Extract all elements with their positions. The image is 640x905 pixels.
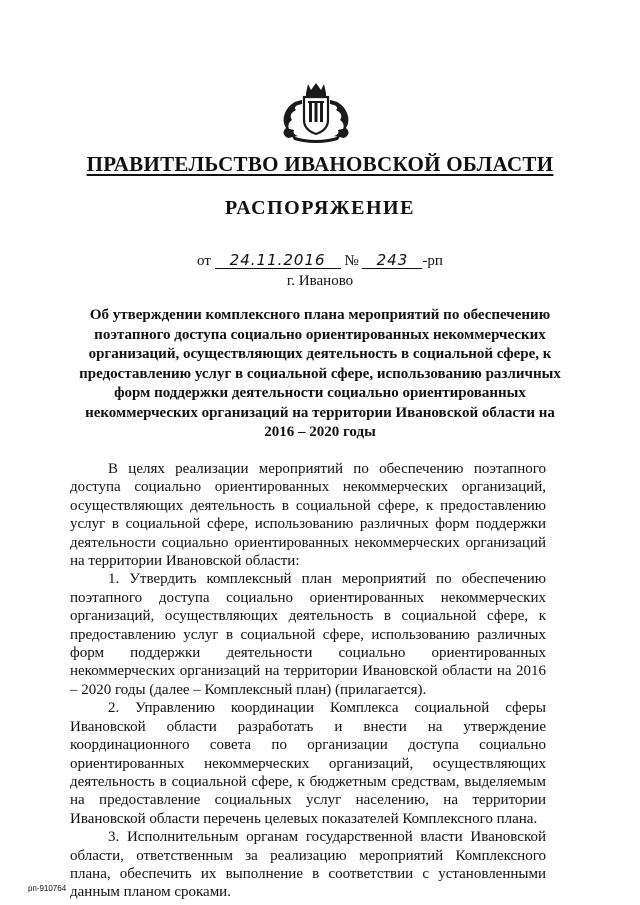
number-suffix: -рп [422,253,443,269]
number-label: № [344,253,359,269]
item-1-paragraph: 1. Утвердить комплексный план мероприятий по обеспечению поэтапного доступа социально ориентированных некоммерческих организаций, осуществляющих деятельность в социальной сфере, к предоставлению услуг в социальной сфере, использованию различных форм поддержки деятельности социально ориентированных некоммерческих организаций на территории Ивановской области на 2016 – 2020 годы (далее – Комплексный план) (прилагается). [70,571,546,698]
document-date: 24.11.2016 [215,252,341,269]
government-title: ПРАВИТЕЛЬСТВО ИВАНОВСКОЙ ОБЛАСТИ [86,152,554,176]
document-body [70,460,546,902]
item-2-paragraph: 2. Управлению координации Комплекса социальной сферы Ивановской области разработать и внести на утверждение координационного совета по организации доступа социально ориентированных некоммерческих организаций, осуществляющих деятельность в социальной сфере, к бюджетным средствам, выделяемым на предоставление социальных услуг населению, на территории Ивановской области перечень целевых показателей Комплексного плана. [70,700,546,827]
from-label: от [197,253,211,269]
document-type: РАСПОРЯЖЕНИЕ [225,197,415,219]
ivanovo-coat-of-arms-icon [274,80,358,144]
registration-line [150,252,490,270]
document-code: рп-910764 [28,884,67,893]
document-number: 243 [362,252,422,269]
preamble-paragraph: В целях реализации мероприятий по обеспечению поэтапного доступа социально ориентированных некоммерческих организаций, осуществляющих деятельность в социальной сфере, к предоставлению услуг в социальной сфере, использованию различных форм поддержки деятельности социально ориентированных некоммерческих организаций на территории Ивановской области: [70,461,546,570]
item-3-paragraph: 3. Исполнительным органам государственной власти Ивановской области, ответственным за реализацию мероприятий Комплексного плана, обеспечить их выполнение в соответствии с установленными данным планом сроками. [70,829,546,901]
document-subject: Об утверждении комплексного плана мероприятий по обеспечению поэтапного доступа социально ориентированных некоммерческих организаций, осуществляющих деятельность в социальной сфере, к предоставлению услуг в социальной сфере, использованию различных форм поддержки деятельности социально ориентированных некоммерческих организаций на территории Ивановской области на 2016 – 2020 годы [79,307,561,440]
city: г. Иваново [286,273,354,289]
